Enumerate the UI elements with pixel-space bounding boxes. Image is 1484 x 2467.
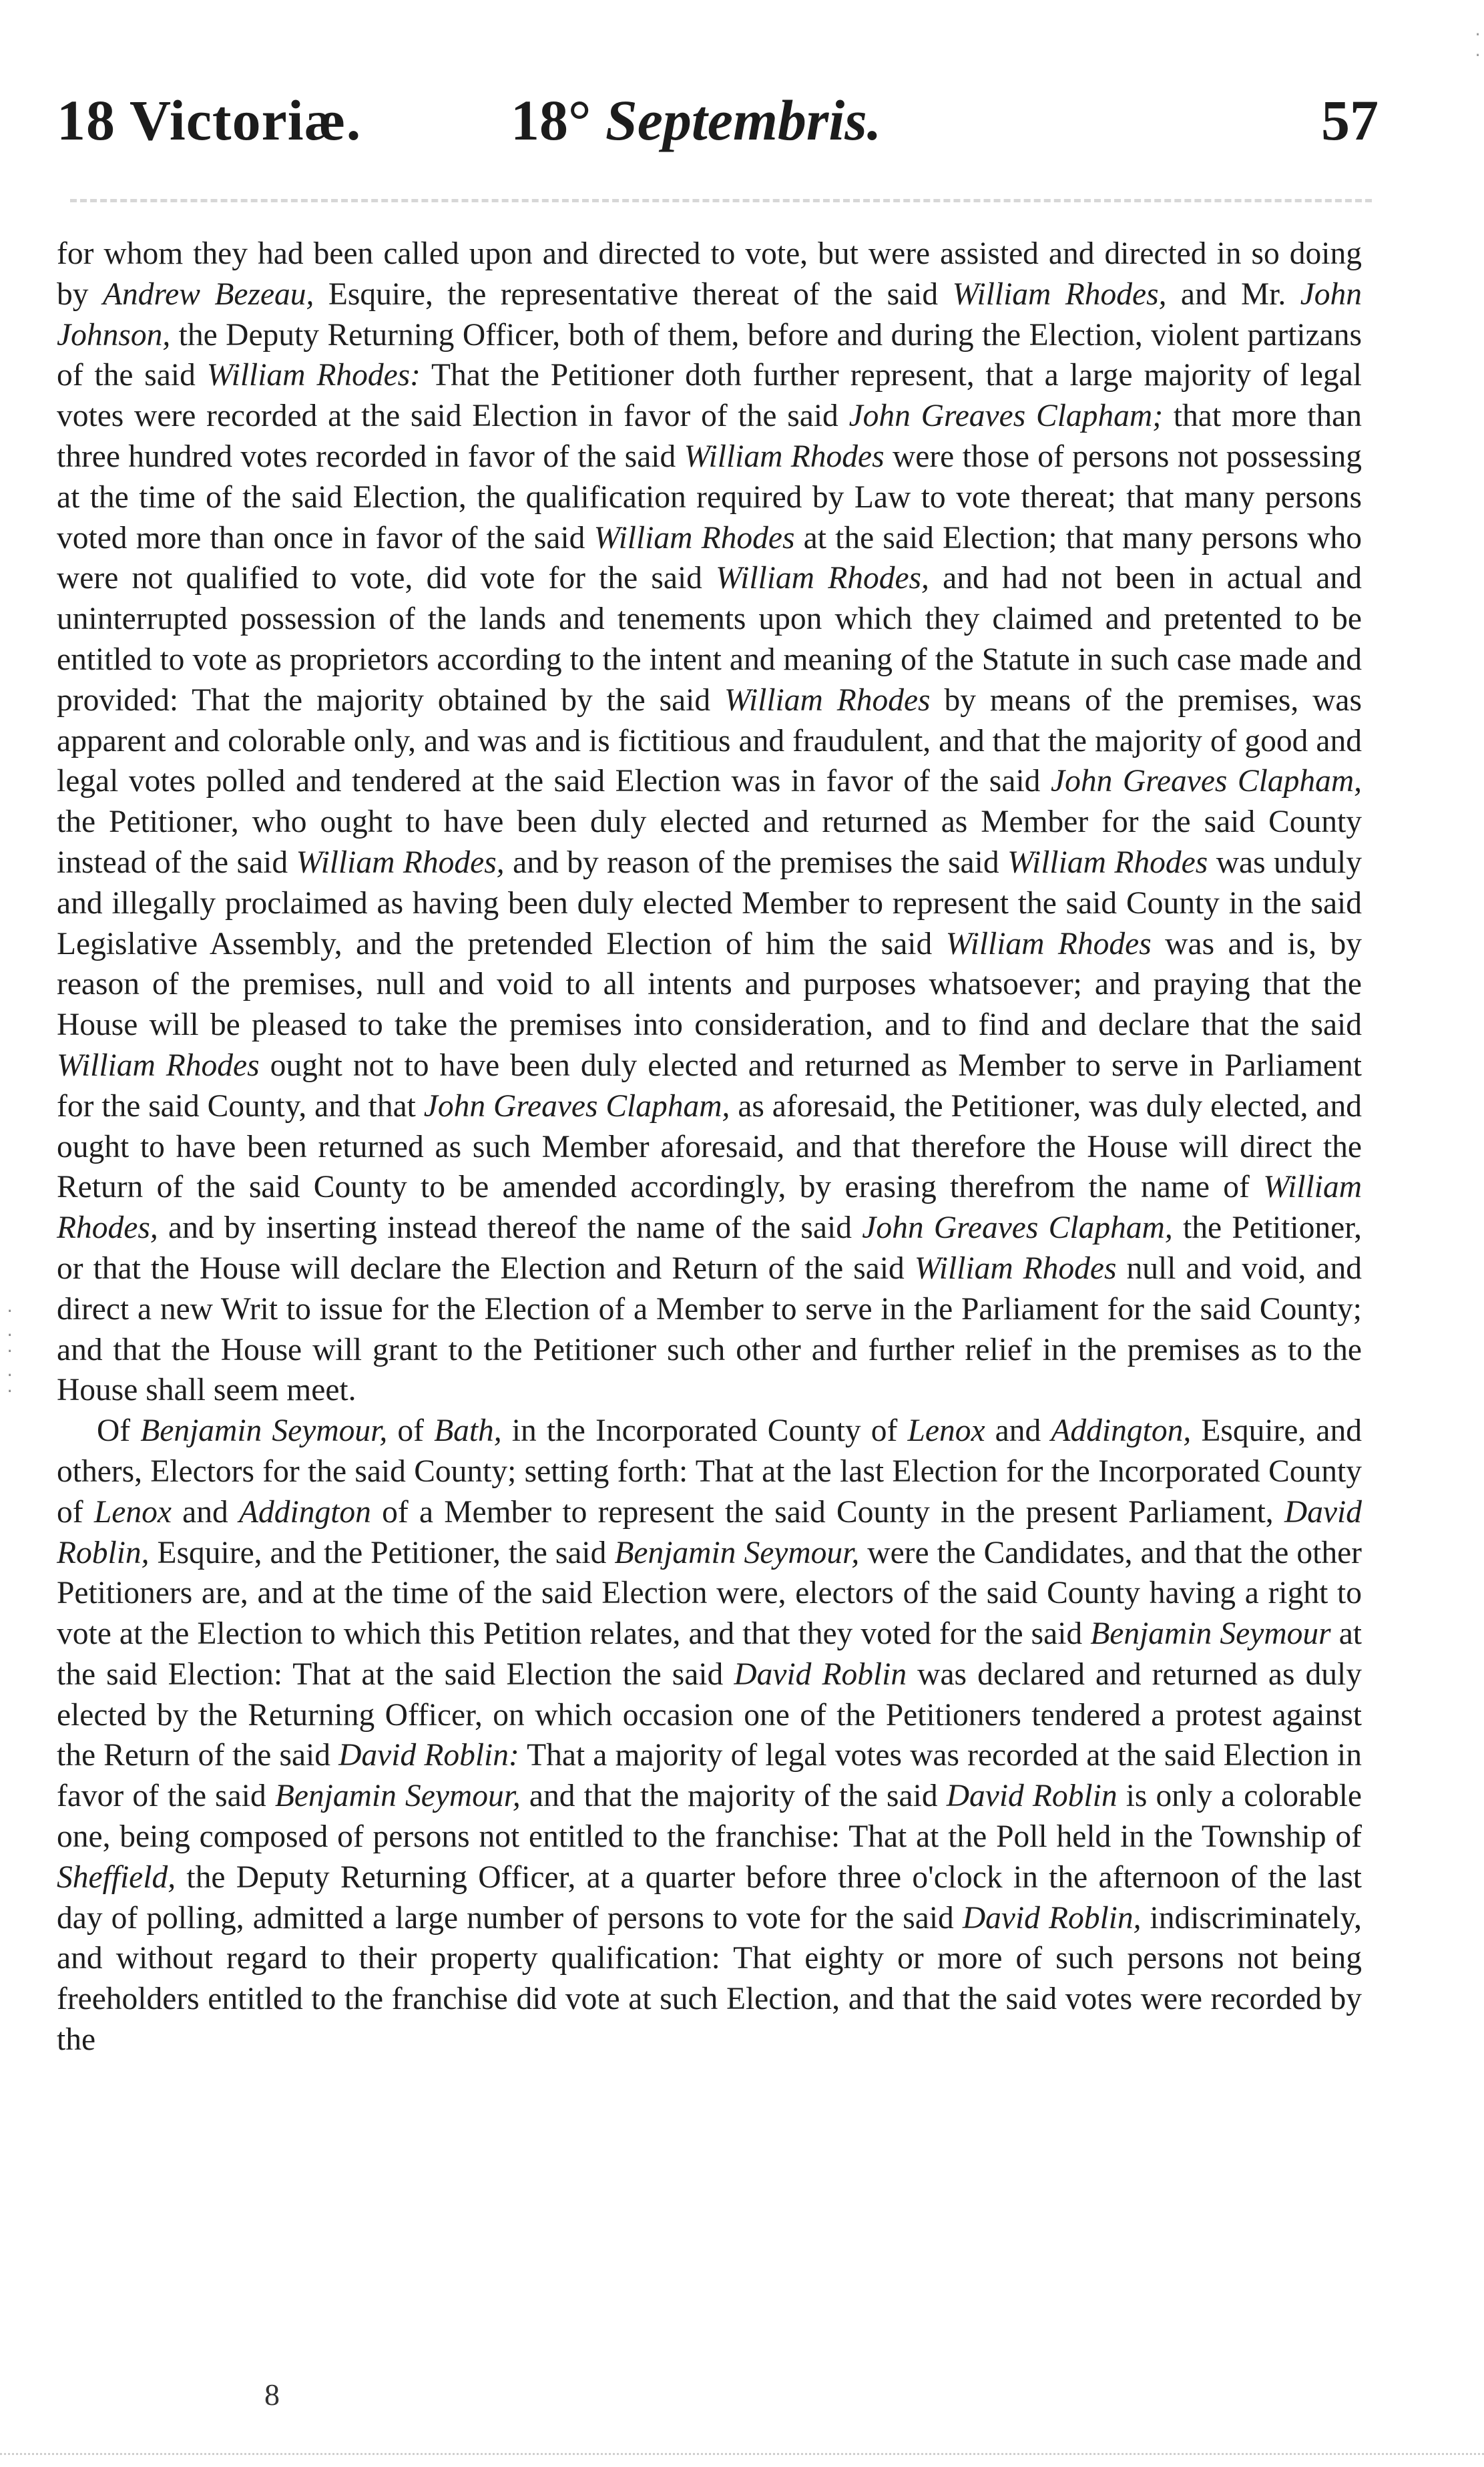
text-run: indiscriminately, and without regard to their property qualification: That eighty or more of such persons not being freeholders entitled to the franchise did vote at such Election, and that the said votes were recorded by the bbox=[57, 1900, 1362, 2058]
italic-name: John Greaves Clapham, bbox=[423, 1088, 730, 1124]
italic-name: Addington, bbox=[1051, 1413, 1192, 1449]
italic-name: William Rhodes bbox=[593, 520, 795, 555]
italic-name: Addington bbox=[239, 1494, 371, 1530]
page-number: 57 bbox=[1321, 88, 1379, 152]
italic-name: John Greaves Clapham, bbox=[862, 1210, 1173, 1246]
italic-name: Lenox bbox=[907, 1413, 985, 1449]
italic-name: Benjamin Seymour bbox=[1090, 1616, 1331, 1652]
text-run: Esquire, the representative thereat of the said bbox=[314, 276, 953, 312]
italic-name: William Rhodes, bbox=[952, 276, 1167, 312]
text-run: and by inserting instead thereof the name of the said bbox=[158, 1210, 862, 1246]
italic-name: Benjamin Seymour, bbox=[274, 1779, 521, 1814]
header-day: 18° bbox=[511, 88, 591, 152]
italic-name: John Greaves Clapham, bbox=[1050, 764, 1362, 799]
text-run: Esquire, and others, Electors for the said County; setting forth: That at the last Election for the Incorporated County of bbox=[57, 1413, 1363, 1530]
text-run: was and is, by reason of the premises, null and void to all intents and purposes whatsoever; and praying that the House will be pleased to take the premises into consideration, and to find and declare that the said bbox=[57, 926, 1362, 1043]
text-run: was unduly and illegally proclaimed as having been duly elected Member to represent the said County in the said Legislative Assembly, and the pretended Election of him the said bbox=[57, 845, 1363, 961]
text-run: and had not been in actual and uninterrupted possession of the lands and tenements upon which they claimed and pretented to be entitled to vote as proprietors according to the intent and meaning of the Statute in such case made and provided: That the majority obtained by the said bbox=[57, 561, 1362, 718]
italic-name: Sheffield, bbox=[57, 1859, 176, 1895]
text-run: is only a colorable one, being composed of persons not entitled to the franchise: That at the Poll held in the Township of bbox=[57, 1779, 1362, 1855]
italic-name: Bath, bbox=[434, 1413, 502, 1449]
header-date bbox=[511, 80, 881, 160]
text-run: the Deputy Returning Officer, both of them, before and during the Election, violent partizans of the said bbox=[57, 317, 1362, 393]
text-run: the Petitioner, or that the House will declare the Election and Return of the said bbox=[57, 1210, 1363, 1286]
text-run: and bbox=[985, 1413, 1051, 1449]
text-run: Esquire, and the Petitioner, the said bbox=[149, 1535, 615, 1570]
bottom-scan-noise bbox=[0, 2453, 1484, 2455]
italic-name: William Rhodes bbox=[684, 439, 885, 474]
italic-name: William Rhodes bbox=[1007, 845, 1208, 880]
text-run: for whom they had been called upon and directed to vote, but were assisted and directed in so doing by bbox=[57, 236, 1362, 312]
text-run: That a majority of legal votes was recorded at the said Election in favor of the said bbox=[57, 1738, 1362, 1814]
header-rule bbox=[70, 199, 1372, 202]
text-run: and Mr. bbox=[1166, 276, 1300, 312]
signature-mark: 8 bbox=[264, 2378, 280, 2412]
margin-scan-marks: · . · . · bbox=[5, 1303, 15, 1400]
italic-name: David Roblin bbox=[734, 1656, 907, 1692]
paragraph bbox=[57, 234, 1362, 1411]
italic-name: William Rhodes bbox=[914, 1251, 1117, 1286]
italic-name: David Roblin bbox=[946, 1779, 1118, 1814]
italic-name: Andrew Bezeau, bbox=[102, 276, 314, 312]
italic-name: William Rhodes bbox=[724, 682, 931, 718]
text-run: by means of the premises, was apparent and colorable only, and was and is fictitious and fraudulent, and that the majority of good and legal votes polled and tendered at the said Election was in favor of the said bbox=[57, 682, 1362, 799]
italic-name: William Rhodes: bbox=[206, 358, 421, 393]
italic-name: William Rhodes bbox=[57, 1048, 260, 1083]
text-run: null and void, and direct a new Writ to issue for the Election of a Member to serve in the Parliament for the said County; and that the House will grant to the Petitioner such other and further relief in the premises as to the House shall seem meet. bbox=[57, 1251, 1362, 1408]
italic-name: David Roblin: bbox=[338, 1738, 519, 1773]
text-run: and by reason of the premises the said bbox=[504, 845, 1008, 880]
text-run: were the Candidates, and that the other Petitioners are, and at the time of the said Election were, electors of the said County having a right to vote at the Election to which this Petition relates, and that they voted for the said bbox=[57, 1535, 1362, 1652]
text-run: the Petitioner, who ought to have been duly elected and returned as Member for the said County instead of the said bbox=[57, 805, 1362, 880]
italic-name: John Johnson, bbox=[57, 276, 1363, 353]
italic-name: John Greaves Clapham; bbox=[848, 399, 1164, 434]
edge-scan-speck: · . bbox=[1473, 27, 1483, 60]
header-month: Septembris. bbox=[605, 88, 882, 152]
text-run: was declared and returned as duly elected by the Returning Officer, on which occasion one of the Petitioners tendered a protest against the Return of the said bbox=[57, 1656, 1362, 1773]
italic-name: Lenox bbox=[93, 1494, 172, 1530]
text-run: and bbox=[171, 1494, 239, 1530]
body-text bbox=[57, 234, 1362, 2060]
text-run: as aforesaid, the Petitioner, was duly elected, and ought to have been returned as such Member aforesaid, and that therefore the House will direct the Return of the said County to be amended accordingly, by erasing therefrom the name of bbox=[57, 1088, 1362, 1205]
italic-name: William Rhodes bbox=[945, 926, 1152, 961]
italic-name: Benjamin Seymour, bbox=[140, 1413, 388, 1449]
text-run: in the Incorporated County of bbox=[501, 1413, 908, 1449]
text-run: and that the majority of the said bbox=[520, 1779, 947, 1814]
text-run: that more than three hundred votes recorded in favor of the said bbox=[57, 399, 1362, 474]
italic-name: David Roblin, bbox=[962, 1900, 1142, 1936]
italic-name: David Roblin, bbox=[57, 1494, 1362, 1570]
italic-name: William Rhodes, bbox=[57, 1170, 1362, 1246]
text-run: were those of persons not possessing at the time of the said Election, the qualification required by Law to vote thereat; that many persons voted more than once in favor of the said bbox=[57, 439, 1362, 555]
italic-name: Benjamin Seymour, bbox=[614, 1535, 860, 1570]
text-run: at the said Election: That at the said Election the said bbox=[57, 1616, 1363, 1692]
running-header bbox=[57, 80, 1379, 160]
italic-name: William Rhodes, bbox=[296, 845, 505, 880]
text-run: ought not to have been duly elected and returned as Member to serve in Parliament for the said County, and that bbox=[57, 1048, 1363, 1124]
text-run: That the Petitioner doth further represent, that a large majority of legal votes were recorded at the said Election in favor of the said bbox=[57, 358, 1362, 434]
italic-name: William Rhodes, bbox=[716, 561, 929, 596]
text-run: at the said Election; that many persons who were not qualified to vote, did vote for the said bbox=[57, 520, 1362, 596]
header-regnal-year: 18 Victoriæ. bbox=[57, 88, 362, 152]
text-run: of a Member to represent the said County in the present Parliament, bbox=[370, 1494, 1284, 1530]
paragraph bbox=[57, 1411, 1362, 2060]
text-run: the Deputy Returning Officer, at a quarter before three o'clock in the afternoon of the last day of polling, admitted a large number of persons to vote for the said bbox=[57, 1859, 1362, 1936]
text-run: Of bbox=[97, 1413, 141, 1449]
text-run: of bbox=[387, 1413, 435, 1449]
